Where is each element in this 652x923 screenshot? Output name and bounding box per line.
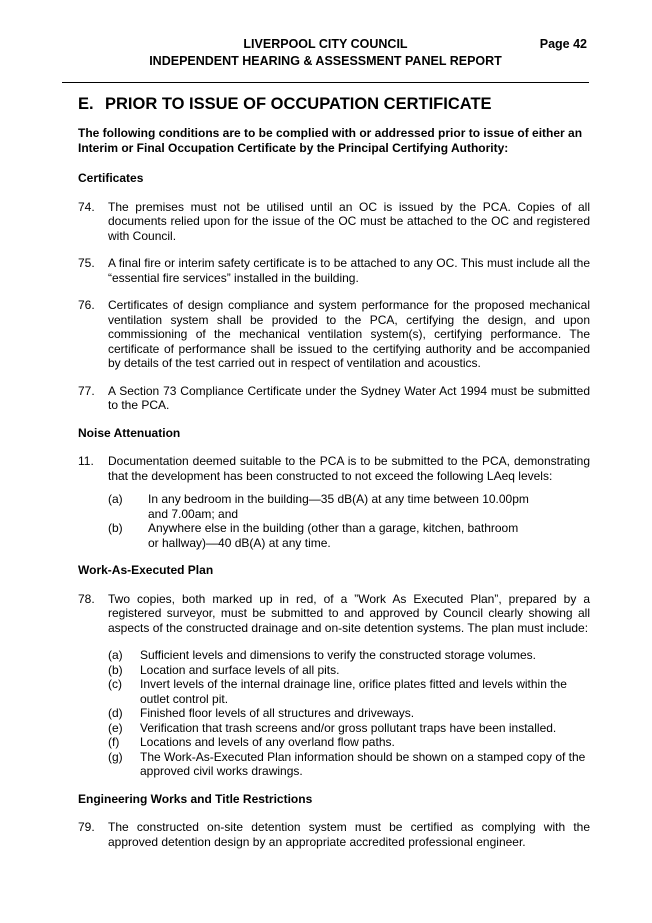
condition-number: 11. xyxy=(78,454,94,468)
condition-number: 76. xyxy=(78,298,95,312)
sub-text: Sufficient levels and dimensions to verify the constructed storage volumes. xyxy=(140,648,536,662)
condition-number: 77. xyxy=(78,383,95,398)
sub-label: (b) xyxy=(108,521,123,535)
sub-text: Locations and levels of any overland flow paths. xyxy=(140,735,395,749)
condition-74 xyxy=(78,200,590,244)
condition-77 xyxy=(78,384,590,413)
condition-text: A Section 73 Compliance Certificate under the Sydney Water Act 1994 must be submitted to the PCA. xyxy=(108,383,590,412)
sub-item-a xyxy=(108,648,590,663)
sub-label: (g) xyxy=(108,749,123,764)
document-body xyxy=(78,126,590,862)
condition-76 xyxy=(78,298,590,371)
condition-79 xyxy=(78,820,590,849)
sub-item-e xyxy=(108,721,590,736)
condition-number: 78. xyxy=(78,591,95,606)
sub-label: (d) xyxy=(108,706,123,720)
sub-text: Verification that trash screens and/or gross pollutant traps have been installed. xyxy=(140,720,557,735)
sub-text: Invert levels of the internal drainage line, orifice plates fitted and levels within the outlet control pit. xyxy=(140,677,567,706)
condition-text: Documentation deemed suitable to the PCA is to be submitted to the PCA, demonstrating that the development has been constructed to not exceed the following LAeq levels: xyxy=(108,454,590,483)
sub-text: In any bedroom in the building—35 dB(A) at any time between 10.00pm and 7.00am; and xyxy=(148,492,529,521)
condition-text: The premises must not be utilised until an OC is issued by the PCA. Copies of all documents relied upon for the issue of the OC must be attached to the OC and registered with Council. xyxy=(108,199,590,243)
sub-text: Location and surface levels of all pits. xyxy=(140,662,340,677)
sub-label: (a) xyxy=(108,492,123,506)
condition-78 xyxy=(78,592,590,779)
condition-11 xyxy=(78,454,590,550)
noise-sublist xyxy=(108,492,590,550)
sub-item-f xyxy=(108,735,590,750)
sub-item-g xyxy=(108,750,590,779)
section-letter: E. xyxy=(78,95,94,113)
section-heading xyxy=(78,94,492,114)
sub-label: (c) xyxy=(108,677,122,691)
sub-item-b xyxy=(108,521,590,550)
condition-number: 75. xyxy=(78,256,95,270)
sub-item-d xyxy=(108,706,590,721)
condition-text: Certificates of design compliance and system performance for the proposed mechanical ventilation system shall be provided to the PCA, certifying the design, and upon commissioning of the mechanical ventilation system(s), certifying performance. The certificate of performance shall be issued to the certifying authority and be accompanied by details of the test carried out in respect of ventilation and acoustics. xyxy=(108,298,590,370)
wae-sublist xyxy=(108,648,590,779)
section-title: PRIOR TO ISSUE OF OCCUPATION CERTIFICATE xyxy=(105,95,492,113)
certificates-heading: Certificates xyxy=(78,171,144,185)
sub-text: Anywhere else in the building (other than a garage, kitchen, bathroom or hallway)—40 dB(A) at any time. xyxy=(148,521,519,550)
report-title: INDEPENDENT HEARING & ASSESSMENT PANEL REPORT xyxy=(149,54,502,68)
condition-text: The constructed on-site detention system must be certified as complying with the approved detention design by an appropriate accredited professional engineer. xyxy=(108,820,590,849)
sub-item-a xyxy=(108,492,590,521)
intro-paragraph: The following conditions are to be complied with or addressed prior to issue of either an Interim or Final Occupation Certificate by the Principal Certifying Authority: xyxy=(78,126,583,155)
council-name: LIVERPOOL CITY COUNCIL xyxy=(243,37,408,51)
sub-text: The Work-As-Executed Plan information should be shown on a stamped copy of the approved civil works drawings. xyxy=(140,749,586,778)
condition-text: A final fire or interim safety certificate is to be attached to any OC. This must include all the “essential fire services” installed in the building. xyxy=(108,256,590,285)
sub-item-c xyxy=(108,677,590,706)
condition-number: 79. xyxy=(78,820,95,834)
sub-label: (e) xyxy=(108,720,123,735)
condition-number: 74. xyxy=(78,199,95,214)
sub-label: (a) xyxy=(108,648,123,662)
condition-text: Two copies, both marked up in red, of a ”Work As Executed Plan”, prepared by a registered surveyor, must be submitted to and approved by Council clearly showing all aspects of the constructed drainage and on-site detention systems. The plan must include: xyxy=(108,591,590,635)
page-number: Page 42 xyxy=(539,37,587,51)
engineering-heading: Engineering Works and Title Restrictions xyxy=(78,791,313,806)
sub-item-b xyxy=(108,663,590,678)
condition-75 xyxy=(78,256,590,285)
sub-text: Finished floor levels of all structures and driveways. xyxy=(140,706,415,720)
noise-heading: Noise Attenuation xyxy=(78,425,181,440)
page-header xyxy=(62,36,589,83)
sub-label: (f) xyxy=(108,735,120,749)
sub-label: (b) xyxy=(108,662,123,677)
wae-heading: Work-As-Executed Plan xyxy=(78,563,214,577)
